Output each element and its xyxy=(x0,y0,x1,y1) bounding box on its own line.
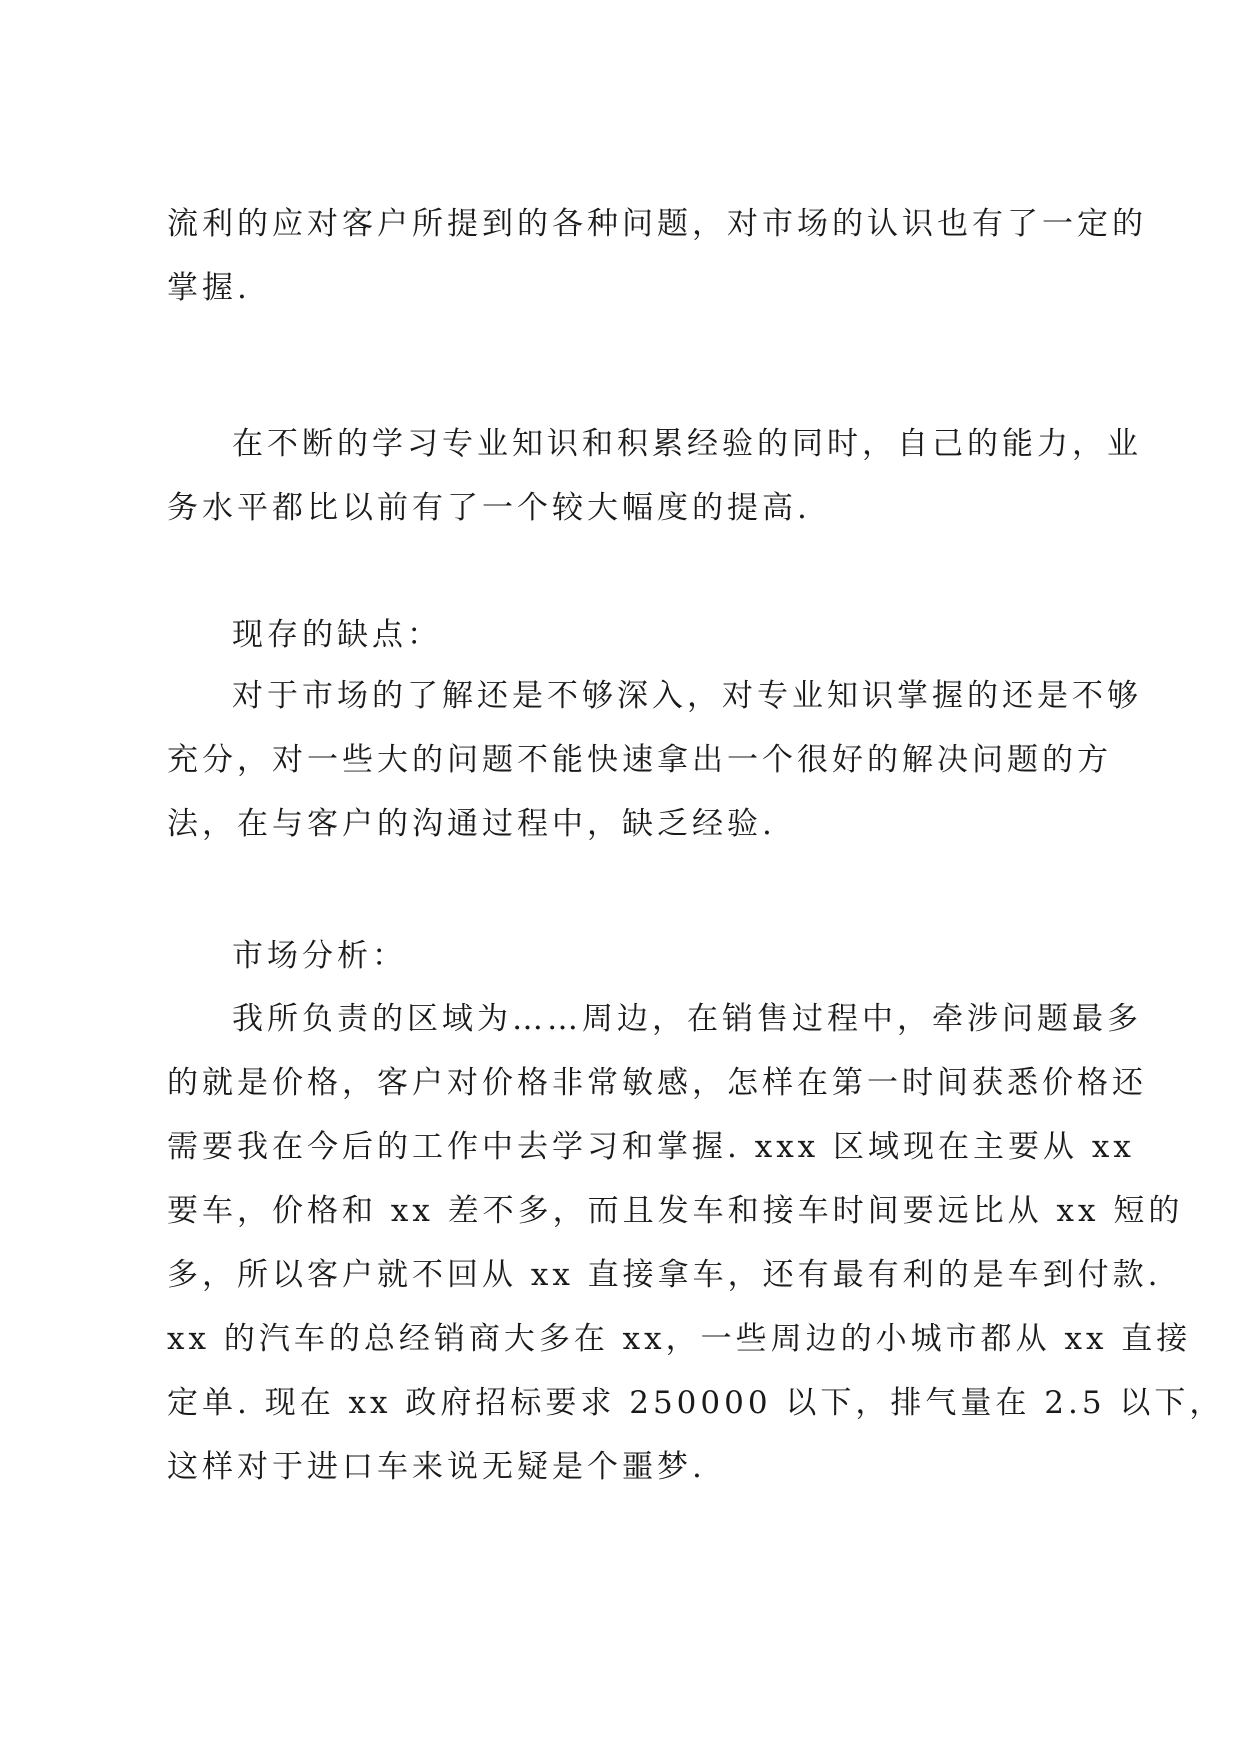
text-line: 务水平都比以前有了一个较大幅度的提高. xyxy=(167,490,811,526)
text-line: 定单. 现在 xx 政府招标要求 250000 以下，排气量在 2.5 以下， xyxy=(167,1385,1225,1421)
text-line: 掌握. xyxy=(167,270,251,306)
text-line: 流利的应对客户所提到的各种问题，对市场的认识也有了一定的 xyxy=(167,206,1147,242)
text-line: 需要我在今后的工作中去学习和掌握. xxx 区域现在主要从 xx xyxy=(167,1129,1135,1165)
text-line: xx 的汽车的总经销商大多在 xx，一些周边的小城市都从 xx 直接 xyxy=(167,1321,1192,1357)
text-line: 要车，价格和 xx 差不多，而且发车和接车时间要远比从 xx 短的 xyxy=(167,1193,1184,1229)
text-line: 我所负责的区域为……周边，在销售过程中，牵涉问题最多 xyxy=(232,1001,1142,1037)
text-line: 法，在与客户的沟通过程中，缺乏经验. xyxy=(167,806,776,842)
text-line: 充分，对一些大的问题不能快速拿出一个很好的解决问题的方 xyxy=(167,742,1112,778)
section-heading: 市场分析： xyxy=(232,938,407,974)
text-line: 多，所以客户就不回从 xx 直接拿车，还有最有利的是车到付款. xyxy=(167,1257,1162,1293)
text-line: 这样对于进口车来说无疑是个噩梦. xyxy=(167,1449,706,1485)
text-line: 在不断的学习专业知识和积累经验的同时，自己的能力，业 xyxy=(232,426,1142,462)
section-heading: 现存的缺点： xyxy=(232,617,442,653)
text-line: 对于市场的了解还是不够深入，对专业知识掌握的还是不够 xyxy=(232,678,1142,714)
text-line: 的就是价格，客户对价格非常敏感，怎样在第一时间获悉价格还 xyxy=(167,1065,1147,1101)
